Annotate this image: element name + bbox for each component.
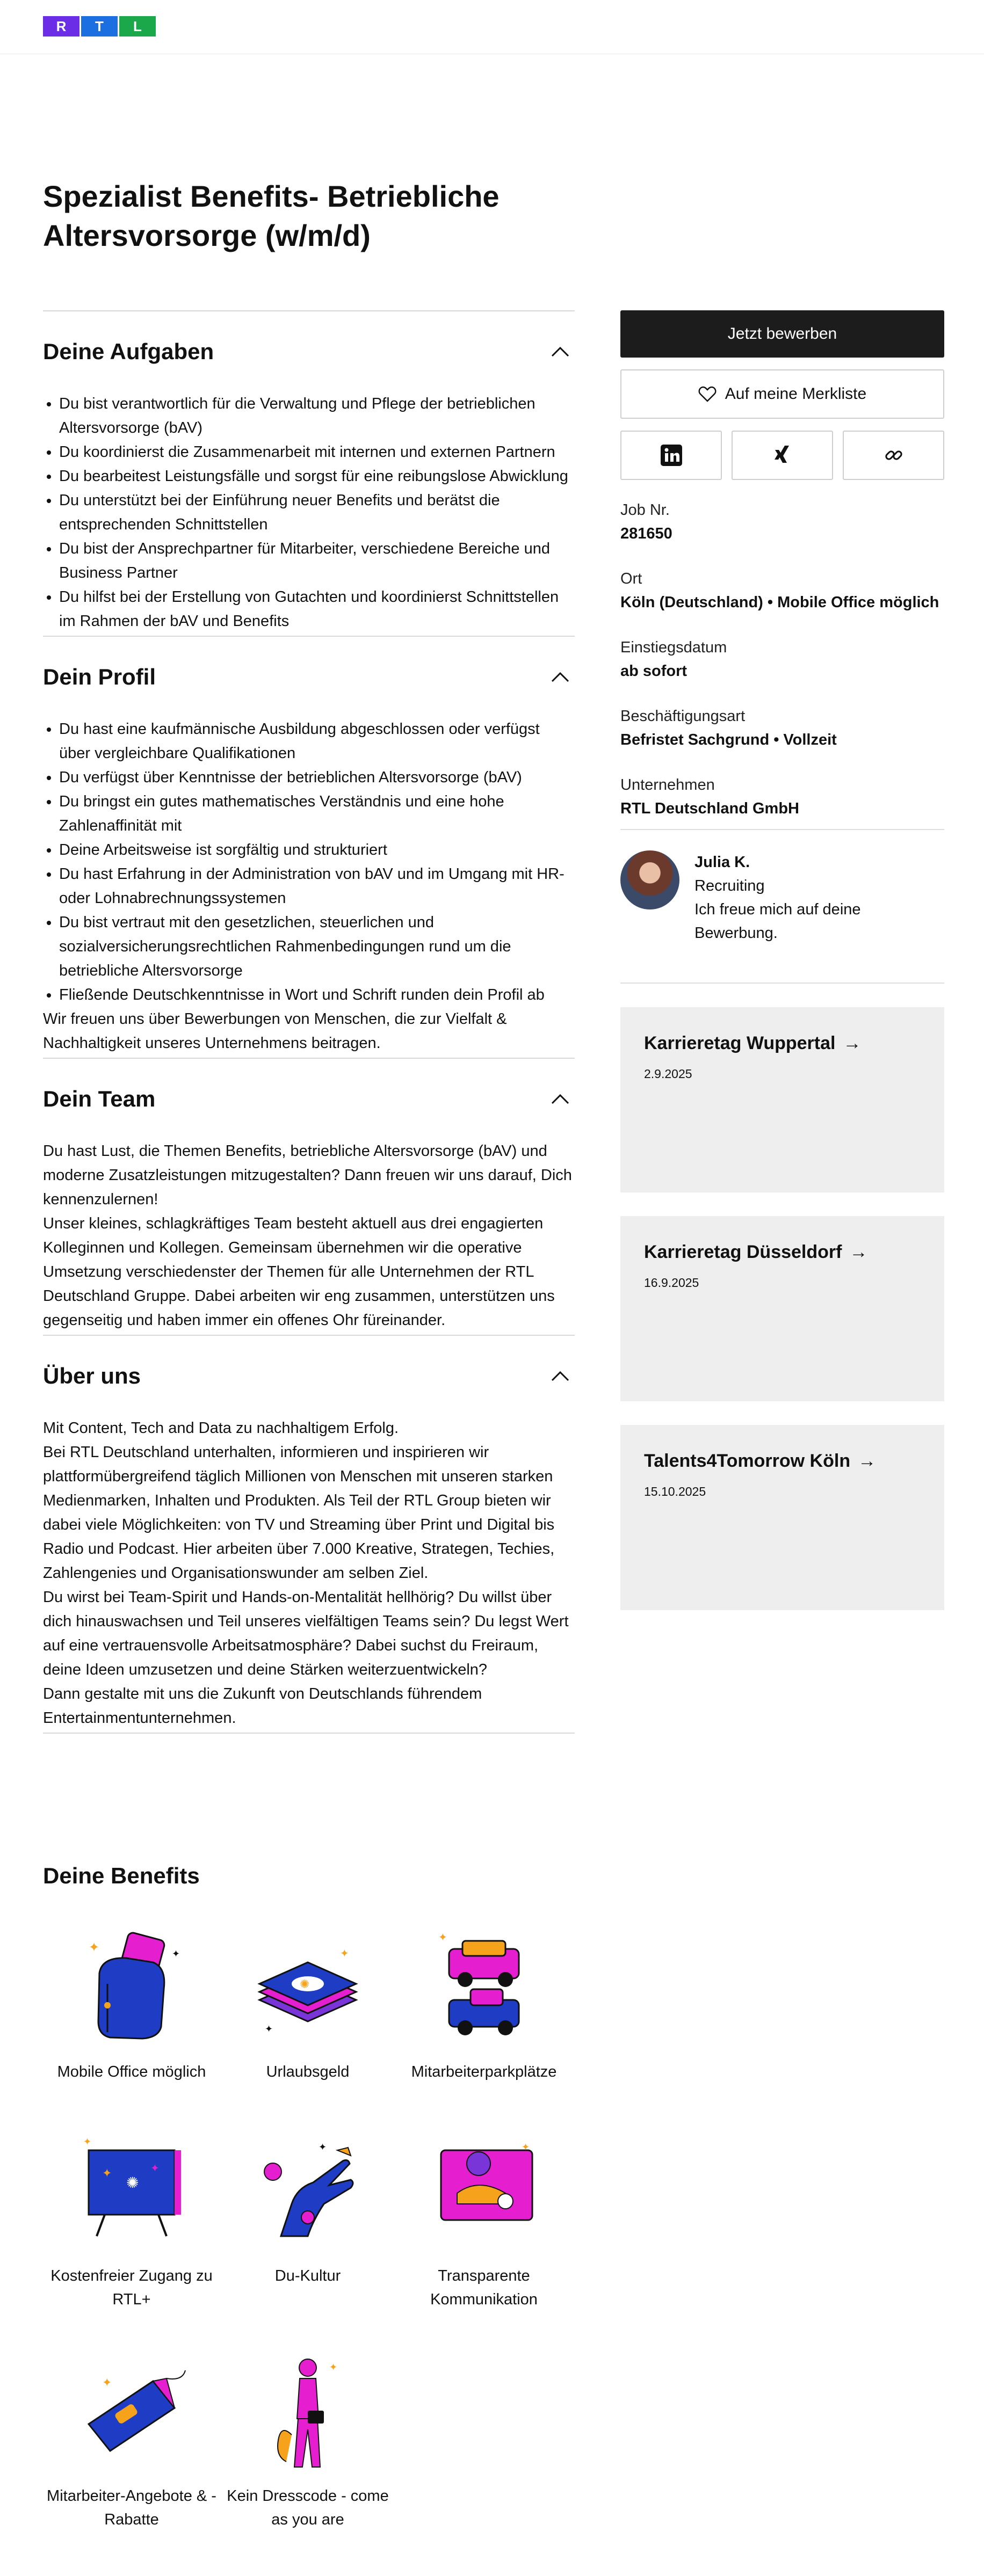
fact-value: 281650 — [620, 525, 672, 542]
svg-text:✦: ✦ — [102, 2166, 112, 2180]
benefit-item — [219, 2349, 396, 2531]
benefit-label: Mobile Office möglich — [57, 2063, 206, 2080]
event-title: Talents4Tomorrow Köln — [644, 1451, 851, 1471]
list-item: • Du bist vertraut mit den gesetzlichen, steuerlichen und sozialversicherungsrechtlichen Rahmenbedingungen rund um die betriebliche Altersvorsorge — [59, 911, 575, 983]
hand-flowers-icon — [249, 2129, 367, 2252]
section-about-body — [43, 1416, 575, 1733]
section-about-title: Über uns — [43, 1363, 141, 1388]
fact-value: ab sofort — [620, 663, 688, 680]
benefit-item — [43, 2129, 220, 2311]
share-buttons — [620, 431, 944, 480]
event-title: Karrieretag Düsseldorf — [644, 1242, 842, 1262]
svg-text:✦: ✦ — [83, 2136, 92, 2147]
svg-text:✦: ✦ — [150, 2163, 160, 2174]
arrow-right-icon: → — [849, 1242, 868, 1262]
section-aufgaben-header[interactable] — [43, 311, 575, 392]
list-item: • Du unterstützt bei der Einführung neuer Benefits und berätst die entsprechenden Schnittstellen — [59, 489, 575, 537]
benefit-item — [395, 1925, 573, 2084]
event-date: 16.9.2025 — [644, 1276, 699, 1290]
event-title: Karrieretag Wuppertal — [644, 1033, 836, 1053]
benefit-item — [43, 2349, 220, 2531]
svg-text:✦: ✦ — [340, 1948, 349, 1960]
logo-letter-l: L — [119, 16, 156, 37]
chevron-up-icon — [551, 672, 569, 682]
list-item: • Fließende Deutschkenntnisse in Wort und Schrift runden dein Profil ab — [59, 983, 575, 1007]
fact-value: RTL Deutschland GmbH — [620, 800, 799, 817]
svg-text:✦: ✦ — [522, 2142, 530, 2152]
parking-cars-icon — [425, 1925, 543, 2048]
list-item: • Du hilfst bei der Erstellung von Gutachten und koordinierst Schnittstellen im Rahmen der bAV und Benefits — [59, 585, 575, 634]
fact-employment-type — [620, 704, 944, 752]
recruiter-role: Recruiting — [694, 877, 765, 894]
avatar — [620, 850, 679, 909]
tv-streaming-icon — [73, 2129, 191, 2252]
list-item: • Deine Arbeitsweise ist sorgfältig und strukturiert — [59, 838, 575, 862]
event-card[interactable] — [620, 1007, 944, 1192]
benefit-item — [219, 2129, 396, 2288]
benefit-item — [219, 1925, 396, 2084]
chevron-up-icon — [551, 1094, 569, 1104]
fact-start-date — [620, 636, 944, 683]
fact-label: Unternehmen — [620, 776, 715, 794]
svg-text:✦: ✦ — [89, 1940, 100, 1955]
section-profil — [43, 636, 575, 1058]
fact-label: Einstiegsdatum — [620, 639, 727, 656]
list-item: • Du bearbeitest Leistungsfälle und sorgst für eine reibungslose Abwicklung — [59, 464, 575, 489]
fact-value: Befristet Sachgrund • Vollzeit — [620, 731, 837, 748]
about-paragraph: Mit Content, Tech and Data zu nachhaltigem Erfolg. — [43, 1420, 399, 1437]
list-item: • Du bist der Ansprechpartner für Mitarbeiter, verschiedene Bereiche und Business Partner — [59, 537, 575, 585]
svg-text:✦: ✦ — [329, 2362, 338, 2373]
person-no-dresscode-icon — [249, 2349, 367, 2472]
list-item: • Du bringst ein gutes mathematisches Verständnis und eine hohe Zahlenaffinität mit — [59, 790, 575, 838]
benefit-label: Transparente Kommunikation — [430, 2267, 538, 2308]
money-stack-icon — [249, 1925, 367, 2048]
list-item: • Du hast eine kaufmännische Ausbildung abgeschlossen oder verfügst über vergleichbare Qualifikationen — [59, 717, 575, 766]
heart-icon — [698, 386, 717, 402]
backpack-phone-icon — [73, 1925, 191, 2048]
section-team-title: Dein Team — [43, 1086, 156, 1111]
svg-text:✦: ✦ — [319, 2142, 327, 2152]
section-aufgaben-body — [43, 392, 575, 636]
fact-job-number — [620, 498, 944, 545]
chevron-up-icon — [551, 1371, 569, 1381]
section-team-body — [43, 1139, 575, 1335]
fact-label: Ort — [620, 570, 642, 587]
section-team-header[interactable] — [43, 1059, 575, 1139]
event-card[interactable] — [620, 1425, 944, 1610]
list-item: • Du verfügst über Kenntnisse der betrieblichen Altersvorsorge (bAV) — [59, 766, 575, 790]
site-header — [0, 0, 984, 54]
job-description — [43, 310, 575, 1734]
section-team — [43, 1058, 575, 1335]
section-aufgaben-title: Deine Aufgaben — [43, 339, 214, 364]
event-card[interactable] — [620, 1216, 944, 1401]
fact-company — [620, 773, 944, 820]
list-item: • Du koordinierst die Zusammenarbeit mit internen und externen Partnern — [59, 440, 575, 464]
linkedin-icon — [661, 445, 682, 466]
section-profil-header[interactable] — [43, 637, 575, 717]
benefits-title: Deine Benefits — [43, 1863, 200, 1888]
fact-value: Köln (Deutschland) • Mobile Office möglich — [620, 594, 939, 611]
recruiter-message: Ich freue mich auf deine Bewerbung. — [694, 901, 861, 942]
benefit-item — [395, 2129, 573, 2311]
share-linkedin-button[interactable] — [620, 431, 722, 480]
chevron-up-icon — [551, 346, 569, 357]
apply-button[interactable]: Jetzt bewerben — [620, 310, 944, 358]
share-link-button[interactable] — [843, 431, 944, 480]
list-item: • Du bist verantwortlich für die Verwaltung und Pflege der betrieblichen Altersvorsorge (bAV) — [59, 392, 575, 440]
svg-text:✦: ✦ — [438, 1932, 447, 1944]
logo-letter-r: R — [43, 16, 79, 37]
rtl-logo[interactable] — [43, 16, 156, 37]
svg-text:✦: ✦ — [102, 2376, 112, 2389]
fact-location — [620, 567, 944, 614]
svg-text:✦: ✦ — [172, 1948, 180, 1959]
section-end-divider — [43, 1733, 575, 1734]
list-item: • Du hast Erfahrung in der Administration von bAV und im Umgang mit HR- oder Lohnabrechnungssystemen — [59, 862, 575, 911]
bookmark-label: Auf meine Merkliste — [725, 385, 867, 403]
section-about-header[interactable] — [43, 1336, 575, 1416]
job-sidebar — [620, 310, 944, 1610]
fact-label: Beschäftigungsart — [620, 708, 746, 725]
event-date: 2.9.2025 — [644, 1067, 692, 1081]
benefit-label: Mitarbeiter-Angebote & -Rabatte — [47, 2487, 216, 2528]
about-paragraph: Bei RTL Deutschland unterhalten, informieren und inspirieren wir plattformübergreifend täglich Millionen von Menschen mit unseren starken Medienmarken, Inhalten und Produkten. Als Teil der RTL Group bieten wir dabei viele Möglichkeiten: von TV und Streaming über Print und Digital bis Radio und Podcast. Hier arbeiten über 7.000 Kreative, Strategen, Techies, Zahlengenies und Organisationswunder am selben Ziel. — [43, 1444, 555, 1582]
section-profil-body — [43, 717, 575, 1058]
recruiter-name: Julia K. — [694, 854, 750, 871]
team-paragraph: Du hast Lust, die Themen Benefits, betriebliche Altersvorsorge (bAV) und moderne Zusatzleistungen mitzugestalten? Dann freuen wir uns darauf, Dich kennenzulernen! — [43, 1143, 572, 1208]
benefit-label: Kostenfreier Zugang zu RTL+ — [50, 2267, 213, 2308]
about-paragraph: Dann gestalte mit uns die Zukunft von Deutschlands führendem Entertainmentunternehmen. — [43, 1685, 482, 1727]
event-date: 15.10.2025 — [644, 1485, 706, 1498]
section-about — [43, 1335, 575, 1733]
team-paragraph: Unser kleines, schlagkräftiges Team besteht aktuell aus drei engagierten Kolleginnen und Kollegen. Gemeinsam übernehmen wir die operative Umsetzung verschiedenster der Themen für alle Unternehmen der RTL Deutschland Gruppe. Dabei arbeiten wir eng zusammen, unterstützen uns gegenseitig und haben immer ein offenes Ohr füreinander. — [43, 1215, 555, 1329]
svg-text:✦: ✦ — [265, 2024, 273, 2034]
benefit-label: Du-Kultur — [274, 2267, 341, 2284]
section-profil-title: Dein Profil — [43, 664, 156, 689]
svg-text:✺: ✺ — [300, 1977, 310, 1991]
benefit-label: Kein Dresscode - come as you are — [227, 2487, 389, 2528]
link-icon — [884, 445, 904, 465]
transparent-communication-icon — [425, 2129, 543, 2252]
section-aufgaben — [43, 310, 575, 636]
arrow-right-icon: → — [858, 1451, 877, 1471]
recruiter-contact — [620, 830, 944, 984]
benefit-label: Urlaubsgeld — [266, 2063, 350, 2080]
discount-ticket-icon — [73, 2349, 191, 2472]
job-facts — [620, 498, 944, 820]
benefit-item — [43, 1925, 220, 2084]
bookmark-button[interactable] — [620, 369, 944, 419]
fact-label: Job Nr. — [620, 501, 670, 519]
svg-text:✺: ✺ — [126, 2174, 139, 2191]
diversity-note: Wir freuen uns über Bewerbungen von Menschen, die zur Vielfalt & Nachhaltigkeit unseres Unternehmens beitragen. — [43, 1010, 507, 1052]
about-paragraph: Du wirst bei Team-Spirit und Hands-on-Mentalität hellhörig? Du willst über dich hinauswachsen und Teil unseres vielfältigen Teams sein? Du legst Wert auf eine vertrauensvolle Arbeitsatmosphäre? Dabei suchst du Freiraum, deine Ideen umzusetzen und deine Stärken weiterzuentwickeln? — [43, 1589, 569, 1678]
benefit-label: Mitarbeiterparkplätze — [411, 2063, 557, 2080]
logo-letter-t: T — [81, 16, 118, 37]
arrow-right-icon: → — [843, 1033, 862, 1053]
page-title: Spezialist Benefits- Betriebliche Altersvorsorge (w/m/d) — [43, 179, 500, 252]
share-xing-button[interactable] — [732, 431, 833, 480]
xing-icon — [773, 445, 792, 466]
